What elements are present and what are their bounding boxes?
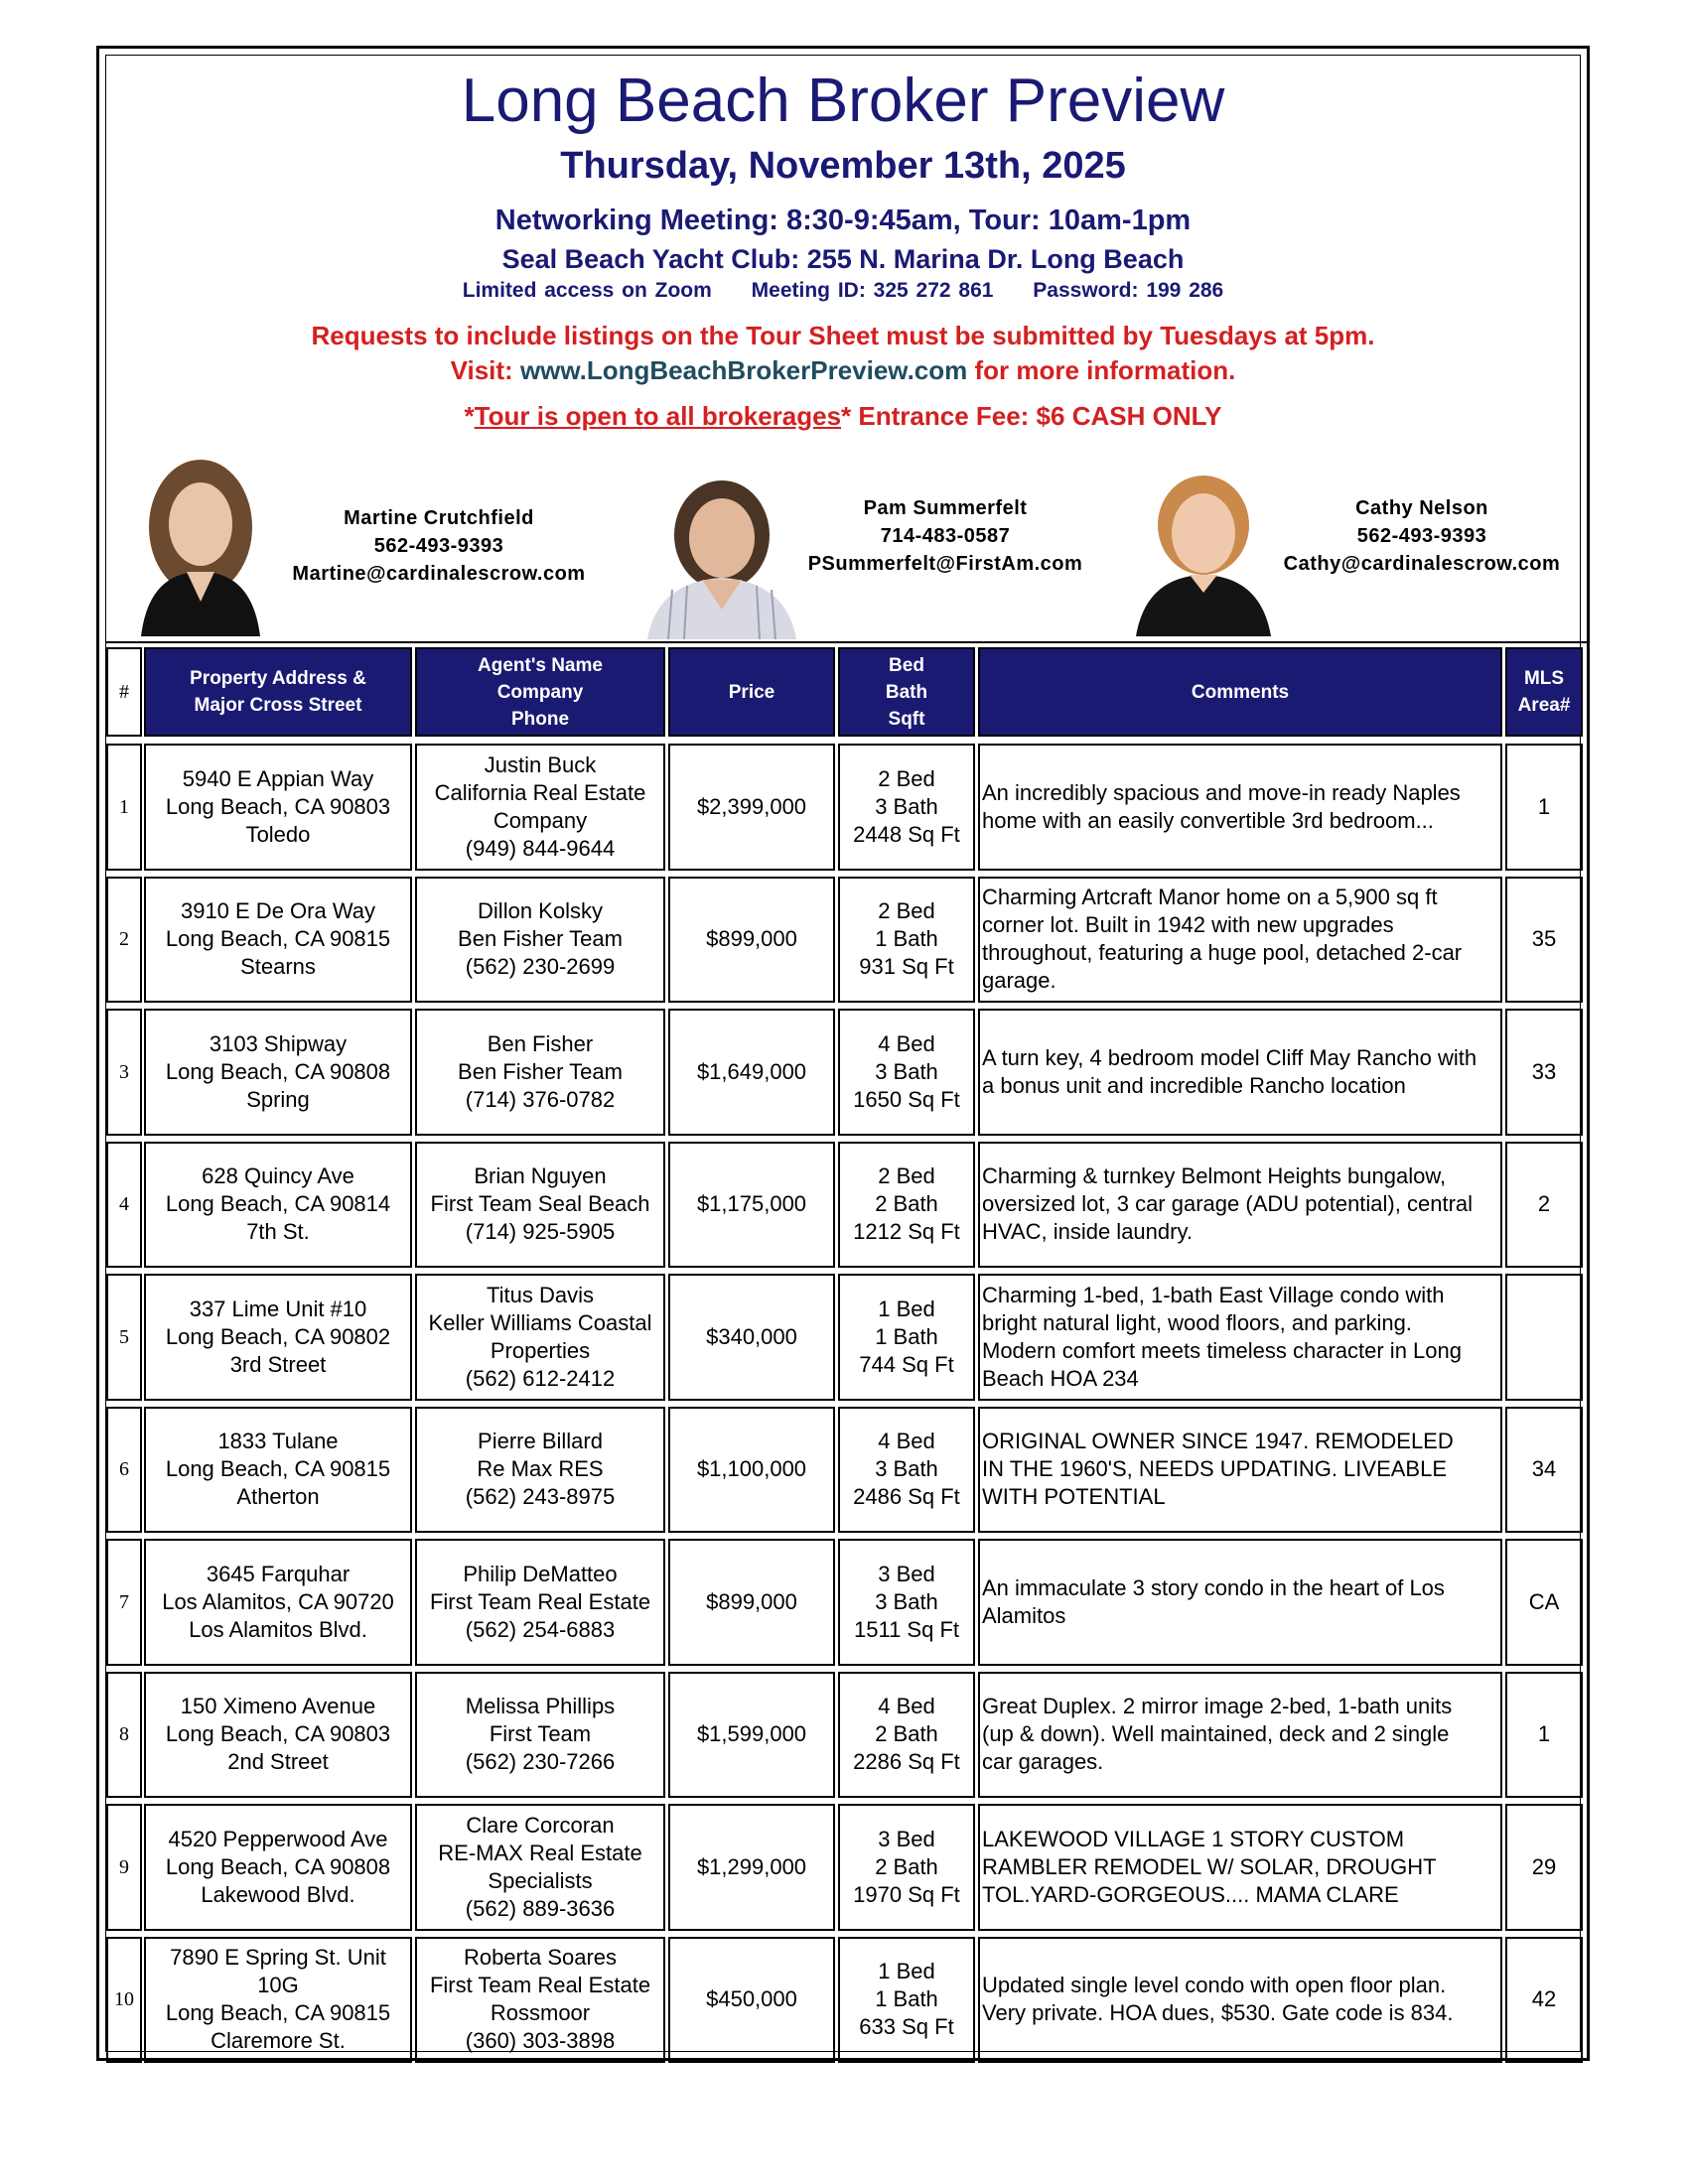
cell-agent (415, 1274, 665, 1401)
comments-line: A turn key, 4 bedroom model Cliff May Rancho with (982, 1044, 1478, 1070)
cell-price: $899,000 (668, 1539, 835, 1666)
comments-line: (up & down). Well maintained, deck and 2 single (982, 1721, 1450, 1747)
agent-line: Keller Williams Coastal (428, 1309, 652, 1335)
cell-address (144, 1804, 412, 1931)
cell-price: $1,175,000 (668, 1142, 835, 1269)
cell-num: 1 (106, 744, 142, 871)
cell-agent (415, 1539, 665, 1666)
header-agent-line: Company (496, 681, 584, 703)
agent-line: Philip DeMatteo (463, 1561, 618, 1586)
cell-comments (978, 1142, 1502, 1269)
cell-address (144, 1937, 412, 2064)
comments-line: ORIGINAL OWNER SINCE 1947. REMODELED (982, 1429, 1454, 1454)
contact-email[interactable]: PSummerfelt@FirstAm.com (807, 553, 1083, 575)
cell-bbs (838, 1937, 975, 2064)
address-line: Long Beach, CA 90803 (165, 793, 391, 819)
header-mls-line: Area# (1517, 695, 1571, 716)
address-line: 337 Lime Unit #10 (189, 1296, 367, 1321)
table-row (106, 1404, 1588, 1537)
cell-num: 4 (106, 1142, 142, 1269)
bbs-line: 4 Bed (878, 1030, 935, 1056)
cell-price: $899,000 (668, 877, 835, 1004)
cell-num: 10 (106, 1937, 142, 2064)
address-line: Los Alamitos Blvd. (189, 1616, 367, 1642)
table-header-row (106, 643, 1588, 741)
agent-line: Properties (490, 1337, 591, 1363)
agent-line: Ben Fisher (487, 1030, 594, 1056)
table-row (106, 1669, 1588, 1802)
agent-line: (714) 376-0782 (465, 1086, 616, 1112)
cell-agent (415, 1937, 665, 2064)
comments-line: oversized lot, 3 car garage (ADU potential), central (982, 1191, 1474, 1217)
address-line: Stearns (240, 954, 316, 980)
meeting-location: Seal Beach Yacht Club: 255 N. Marina Dr. Long Beach (501, 244, 1185, 274)
comments-line: home with an easily convertible 3rd bedroom... (982, 807, 1434, 833)
cell-comments (978, 1407, 1502, 1534)
bbs-line: 1970 Sq Ft (853, 1881, 960, 1907)
cell-comments (978, 1937, 1502, 2064)
bbs-line: 4 Bed (878, 1429, 935, 1454)
bbs-line: 3 Bath (875, 1058, 938, 1084)
cell-price: $1,599,000 (668, 1672, 835, 1799)
comments-line: car garages. (982, 1749, 1104, 1775)
comments-line: Charming & turnkey Belmont Heights bungalow, (982, 1163, 1447, 1189)
address-line: Long Beach, CA 90815 (165, 1456, 391, 1482)
cell-address (144, 1274, 412, 1401)
meeting-times: Networking Meeting: 8:30-9:45am, Tour: 10am-1pm (494, 205, 1192, 236)
requests-note: Requests to include listings on the Tour Sheet must be submitted by Tuesdays at 5pm. (311, 321, 1375, 350)
agent-line: (360) 303-3898 (465, 2028, 616, 2054)
listings-table (106, 641, 1588, 2054)
cell-price: $450,000 (668, 1937, 835, 2064)
agent-line: (562) 230-2699 (465, 954, 616, 980)
comments-line: corner lot. Built in 1942 with new upgrades (982, 912, 1394, 938)
bbs-line: 3 Bed (878, 1826, 935, 1851)
comments-line: HVAC, inside laundry. (982, 1219, 1193, 1245)
bbs-line: 633 Sq Ft (859, 2014, 954, 2040)
agent-line: Melissa Phillips (465, 1694, 616, 1719)
bbs-line: 2448 Sq Ft (853, 821, 960, 847)
agent-line: (562) 254-6883 (465, 1616, 616, 1642)
cell-num: 8 (106, 1672, 142, 1799)
cell-num: 9 (106, 1804, 142, 1931)
address-line: 7th St. (246, 1219, 310, 1245)
bbs-line: 3 Bath (875, 1456, 938, 1482)
page-frame (96, 46, 1590, 2061)
agent-line: First Team Real Estate (429, 1588, 651, 1614)
cell-bbs (838, 1539, 975, 1666)
cell-address (144, 1009, 412, 1136)
header-address-line: Major Cross Street (194, 695, 362, 716)
contact-name: Cathy Nelson (1355, 497, 1488, 519)
bbs-line: 1 Bed (878, 1959, 935, 1984)
contact-pam (791, 494, 1099, 578)
address-line: Toledo (245, 821, 311, 847)
tour-note (106, 401, 1580, 432)
zoom-password: Password: 199 286 (1033, 279, 1224, 302)
cell-comments (978, 1804, 1502, 1931)
comments-line: Beach HOA 234 (982, 1365, 1139, 1391)
zoom-meeting-id: Meeting ID: 325 272 861 (751, 279, 994, 302)
event-date: Thursday, November 13th, 2025 (560, 145, 1126, 187)
comments-line: throughout, featuring a huge pool, detached 2-car (982, 940, 1463, 966)
header-agent-line: Agent's Name (478, 654, 603, 676)
cell-comments (978, 1672, 1502, 1799)
contact-email[interactable]: Martine@cardinalescrow.com (292, 563, 586, 585)
table-row (106, 1801, 1588, 1934)
address-line: Long Beach, CA 90815 (165, 926, 391, 952)
address-line: 3645 Farquhar (206, 1561, 351, 1586)
cell-comments (978, 744, 1502, 871)
address-line: 150 Ximeno Avenue (180, 1694, 376, 1719)
visit-prefix: Visit: (450, 355, 520, 385)
cell-agent (415, 1672, 665, 1799)
cell-bbs (838, 1142, 975, 1269)
bbs-line: 2 Bed (878, 898, 935, 924)
header-num: # (106, 647, 142, 737)
cell-num: 2 (106, 877, 142, 1004)
bbs-line: 1 Bath (875, 1323, 938, 1349)
cell-num: 7 (106, 1539, 142, 1666)
address-line: Atherton (236, 1484, 320, 1510)
address-line: 2nd Street (227, 1749, 329, 1775)
tour-open-text: Tour is open to all brokerages (474, 401, 842, 431)
bbs-line: 744 Sq Ft (859, 1351, 954, 1377)
cell-bbs (838, 877, 975, 1004)
agent-line: (562) 230-7266 (465, 1749, 616, 1775)
agent-line: Titus Davis (487, 1282, 594, 1307)
agent-line: Clare Corcoran (466, 1812, 615, 1838)
table-row (106, 874, 1588, 1007)
cell-mls: 29 (1505, 1804, 1583, 1931)
bbs-line: 2 Bed (878, 765, 935, 791)
cell-address (144, 1539, 412, 1666)
cell-bbs (838, 1009, 975, 1136)
comments-line: LAKEWOOD VILLAGE 1 STORY CUSTOM (982, 1826, 1405, 1851)
address-line: Long Beach, CA 90815 (165, 2000, 391, 2026)
agent-line: (562) 889-3636 (465, 1895, 616, 1921)
table-row (106, 1006, 1588, 1139)
bbs-line: 1511 Sq Ft (854, 1616, 959, 1642)
agent-line: First Team Seal Beach (430, 1191, 650, 1217)
address-line: Long Beach, CA 90803 (165, 1721, 391, 1747)
cell-agent (415, 877, 665, 1004)
agent-line: (714) 925-5905 (465, 1219, 616, 1245)
comments-line: An immaculate 3 story condo in the heart of Los (982, 1574, 1445, 1600)
comments-line: RAMBLER REMODEL W/ SOLAR, DROUGHT (982, 1853, 1437, 1879)
header-address-line: Property Address & (190, 668, 366, 689)
header-price: Price (668, 647, 835, 737)
cell-bbs (838, 1672, 975, 1799)
cell-comments (978, 1539, 1502, 1666)
contact-phone: 562-493-9393 (373, 535, 504, 557)
agent-line: Pierre Billard (478, 1429, 603, 1454)
bbs-line: 3 Bath (875, 793, 938, 819)
comments-line: TOL.YARD-GORGEOUS.... MAMA CLARE (982, 1881, 1399, 1907)
address-line: Long Beach, CA 90808 (165, 1058, 391, 1084)
agent-line: California Real Estate (434, 779, 646, 805)
agent-line: (562) 243-8975 (465, 1484, 616, 1510)
comments-line: Great Duplex. 2 mirror image 2-bed, 1-bath units (982, 1694, 1453, 1719)
agent-line: Ben Fisher Team (458, 926, 623, 952)
header-bbs-line: Bath (885, 681, 928, 703)
cell-price: $1,299,000 (668, 1804, 835, 1931)
contact-name: Martine Crutchfield (344, 507, 534, 529)
cell-bbs (838, 744, 975, 871)
cell-mls: 1 (1505, 744, 1583, 871)
address-line: Spring (246, 1086, 310, 1112)
page-inner (105, 55, 1581, 2052)
cell-mls: CA (1505, 1539, 1583, 1666)
header-mls-line: MLS (1523, 668, 1565, 689)
contact-photo-pam (633, 471, 811, 639)
cell-comments (978, 1274, 1502, 1401)
cell-mls: 35 (1505, 877, 1583, 1004)
cell-mls: 1 (1505, 1672, 1583, 1799)
visit-suffix: for more information. (967, 355, 1236, 385)
bbs-line: 2 Bath (875, 1721, 938, 1747)
cell-mls: 34 (1505, 1407, 1583, 1534)
cell-price: $1,649,000 (668, 1009, 835, 1136)
address-line: 3103 Shipway (209, 1030, 348, 1056)
table-row (106, 741, 1588, 874)
bbs-line: 2 Bed (878, 1163, 935, 1189)
cell-comments (978, 877, 1502, 1004)
cell-mls: 42 (1505, 1937, 1583, 2064)
table-row (106, 1536, 1588, 1669)
agent-line: Re Max RES (477, 1456, 604, 1482)
agent-line: First Team Real Estate (429, 1973, 651, 1998)
comments-line: Charming 1-bed, 1-bath East Village condo with (982, 1282, 1445, 1307)
bbs-line: 3 Bath (875, 1588, 938, 1614)
cell-bbs (838, 1804, 975, 1931)
cell-agent (415, 1009, 665, 1136)
contact-martine (275, 504, 603, 588)
agent-line: (562) 612-2412 (465, 1365, 616, 1391)
cell-agent (415, 1142, 665, 1269)
contact-photo-cathy (1124, 458, 1283, 636)
bbs-line: 1 Bed (878, 1296, 935, 1321)
comments-line: WITH POTENTIAL (982, 1484, 1166, 1510)
agent-line: Company (493, 807, 588, 833)
cell-agent (415, 744, 665, 871)
agent-line: Ben Fisher Team (458, 1058, 623, 1084)
cell-agent (415, 1407, 665, 1534)
bbs-line: 2486 Sq Ft (853, 1484, 960, 1510)
bbs-line: 2 Bath (875, 1191, 938, 1217)
bbs-line: 1212 Sq Ft (853, 1219, 960, 1245)
header-agent (415, 647, 665, 737)
comments-line: IN THE 1960'S, NEEDS UPDATING. LIVEABLE (982, 1456, 1447, 1482)
table-row (106, 1271, 1588, 1404)
zoom-info (106, 279, 1580, 303)
cell-address (144, 1407, 412, 1534)
bbs-line: 1650 Sq Ft (853, 1086, 960, 1112)
contact-name: Pam Summerfelt (863, 497, 1028, 519)
contact-phone: 562-493-9393 (1356, 525, 1487, 547)
cell-address (144, 1142, 412, 1269)
cell-mls: 2 (1505, 1142, 1583, 1269)
cell-num: 6 (106, 1407, 142, 1534)
table-row (106, 1934, 1588, 2067)
agent-line: First Team (489, 1721, 592, 1747)
website-link[interactable]: www.LongBeachBrokerPreview.com (519, 355, 968, 385)
address-line: Claremore St. (211, 2028, 346, 2054)
comments-line: Very private. HOA dues, $530. Gate code is 834. (982, 2000, 1454, 2026)
bbs-line: 931 Sq Ft (859, 954, 954, 980)
cell-bbs (838, 1407, 975, 1534)
comments-line: garage. (982, 968, 1056, 994)
zoom-access: Limited access on Zoom (462, 279, 712, 302)
contact-phone: 714-483-0587 (880, 525, 1011, 547)
bbs-line: 3 Bed (878, 1561, 935, 1586)
agent-line: RE-MAX Real Estate (438, 1840, 642, 1865)
bbs-line: 2 Bath (875, 1853, 938, 1879)
comments-line: Modern comfort meets timeless character in Long (982, 1337, 1462, 1363)
cell-num: 3 (106, 1009, 142, 1136)
agent-line: Dillon Kolsky (478, 898, 603, 924)
address-line: 628 Quincy Ave (202, 1163, 354, 1189)
address-line: Long Beach, CA 90802 (165, 1323, 391, 1349)
address-line: 7890 E Spring St. Unit (170, 1945, 386, 1971)
table-row (106, 1139, 1588, 1272)
comments-line: Updated single level condo with open floor plan. (982, 1973, 1447, 1998)
cell-num: 5 (106, 1274, 142, 1401)
address-line: 5940 E Appian Way (182, 765, 374, 791)
bbs-line: 2286 Sq Ft (853, 1749, 960, 1775)
cell-bbs (838, 1274, 975, 1401)
contact-email[interactable]: Cathy@cardinalescrow.com (1283, 553, 1561, 575)
address-line: 10G (257, 1973, 299, 1998)
address-line: 3910 E De Ora Way (180, 898, 376, 924)
header-address (144, 647, 412, 737)
page-title: Long Beach Broker Preview (461, 67, 1225, 135)
comments-line: bright natural light, wood floors, and parking. (982, 1309, 1412, 1335)
comments-line: An incredibly spacious and move-in ready Naples (982, 779, 1461, 805)
bbs-line: 1 Bath (875, 926, 938, 952)
address-line: Long Beach, CA 90808 (165, 1853, 391, 1879)
agent-line: (949) 844-9644 (465, 835, 616, 861)
cell-address (144, 1672, 412, 1799)
agent-line: Specialists (488, 1867, 593, 1893)
address-line: 1833 Tulane (217, 1429, 339, 1454)
comments-line: a bonus unit and incredible Rancho location (982, 1072, 1406, 1098)
contact-cathy (1263, 494, 1581, 578)
bbs-line: 1 Bath (875, 1986, 938, 2012)
header-mls (1505, 647, 1583, 737)
address-line: Los Alamitos, CA 90720 (162, 1588, 394, 1614)
cell-mls (1505, 1274, 1583, 1401)
header-bbs-line: Sqft (888, 708, 925, 730)
visit-line (106, 355, 1580, 386)
agent-line: Brian Nguyen (474, 1163, 607, 1189)
cell-price: $340,000 (668, 1274, 835, 1401)
header-comments: Comments (978, 647, 1502, 737)
header-bbs-line: Bed (889, 654, 924, 676)
bbs-line: 4 Bed (878, 1694, 935, 1719)
header-bbs (838, 647, 975, 737)
agent-line: Roberta Soares (463, 1945, 618, 1971)
cell-price: $2,399,000 (668, 744, 835, 871)
tour-star: * (464, 401, 475, 431)
contact-photo-martine (121, 453, 280, 636)
agent-line: Justin Buck (484, 751, 597, 777)
agent-line: Rossmoor (490, 2000, 591, 2026)
tour-fee: * Entrance Fee: $6 CASH ONLY (841, 401, 1222, 431)
comments-line: Charming Artcraft Manor home on a 5,900 sq ft (982, 885, 1438, 910)
cell-agent (415, 1804, 665, 1931)
address-line: 3rd Street (229, 1351, 327, 1377)
cell-address (144, 744, 412, 871)
cell-price: $1,100,000 (668, 1407, 835, 1534)
address-line: 4520 Pepperwood Ave (168, 1826, 388, 1851)
cell-comments (978, 1009, 1502, 1136)
cell-address (144, 877, 412, 1004)
comments-line: Alamitos (982, 1602, 1066, 1628)
address-line: Lakewood Blvd. (201, 1881, 355, 1907)
cell-mls: 33 (1505, 1009, 1583, 1136)
header-agent-line: Phone (510, 708, 570, 730)
address-line: Long Beach, CA 90814 (165, 1191, 391, 1217)
